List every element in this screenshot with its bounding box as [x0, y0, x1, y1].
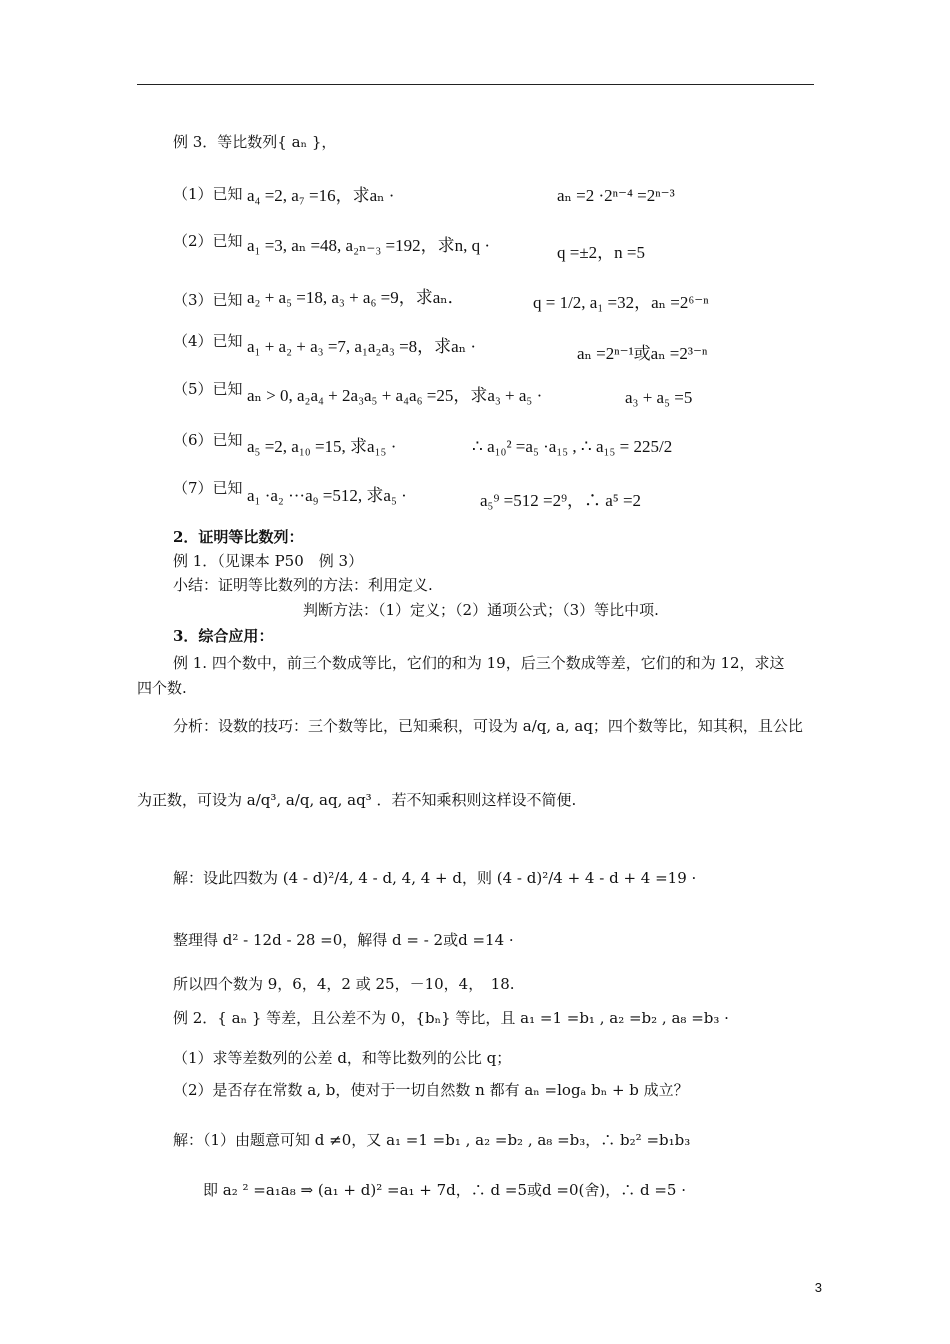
ex3-item-1-answer: aₙ =2 ·2ⁿ⁻⁴ =2ⁿ⁻³ — [557, 186, 675, 205]
ex3-item-4-answer: aₙ =2ⁿ⁻¹或aₙ =2³⁻ⁿ — [577, 344, 708, 363]
solution-line1: 解：设此四数为 (4 - d)²/4, 4 - d, 4, 4 + d，则 (4 - d)²/4 + 4 - d + 4 =19 · — [173, 869, 697, 887]
solution-line2: 整理得 d² - 12d - 28 =0，解得 d = - 2或d =14 · — [173, 931, 514, 949]
sec2-summary: 小结：证明等比数列的方法：利用定义. — [173, 576, 433, 594]
page-number: 3 — [814, 1280, 822, 1295]
ex3-item-3-given: a₂ + a₅ =18, a₃ + a₆ =9，求aₙ． — [247, 288, 465, 307]
ex1-line2: 四个数. — [137, 679, 187, 697]
ex2-statement: 例 2．{ aₙ } 等差，且公差不为 0，{bₙ} 等比，且 a₁ =1 =b₁ , a₂ =b₂ , a₈ =b₃ · — [173, 1009, 729, 1027]
ex3-item-5-given: aₙ > 0, a₂a₄ + 2a₃a₅ + a₄a₆ =25，求a₃ + a₅ · — [247, 386, 543, 405]
ex3-item-3-label: （3）已知 — [173, 291, 243, 309]
ex3-item-1-given: a₄ =2, a₇ =16，求aₙ · — [247, 186, 395, 205]
ex3-item-5-label: （5）已知 — [173, 380, 243, 398]
ex3-item-7-given: a₁ ·a₂ ···a₉ =512, 求a₅ · — [247, 486, 407, 505]
ex3-item-4-label: （4）已知 — [173, 332, 243, 350]
ex2-answer-line2: 即 a₂ ² =a₁a₈ ⇒ (a₁ + d)² =a₁ + 7d，∴ d =5或d =0(舍)，∴ d =5 · — [203, 1181, 687, 1199]
sec2-methods: 判断方法：（1）定义；（2）通项公式；（3）等比中项. — [303, 601, 659, 619]
solution-line3: 所以四个数为 9，6，4，2 或 25，－10，4， 18. — [173, 975, 515, 993]
ex3-item-4-given: a₁ + a₂ + a₃ =7, a₁a₂a₃ =8，求aₙ · — [247, 337, 476, 356]
sec2-example: 例 1．（见课本 P50 例 3） — [173, 552, 364, 570]
header-rule — [137, 84, 814, 85]
ex3-item-6-given: a₅ =2, a₁₀ =15, 求a₁₅ · — [247, 437, 397, 456]
sec2-heading: 2．证明等比数列： — [173, 528, 304, 546]
ex2-question1: （1）求等差数列的公差 d，和等比数列的公比 q； — [173, 1049, 512, 1067]
ex3-item-2-given: a₁ =3, aₙ =48, a₂ₙ₋₃ =192，求n, q · — [247, 236, 491, 255]
analysis-line2: 为正数，可设为 a/q³, a/q, aq, aq³ ．若不知乘积则这样设不简便. — [137, 791, 577, 809]
ex3-item-7-label: （7）已知 — [173, 479, 243, 497]
analysis-line1: 分析：设数的技巧：三个数等比，已知乘积，可设为 a/q, a, aq；四个数等比，知其积，且公比 — [173, 717, 803, 735]
ex3-item-2-answer: q =±2，n =5 — [557, 243, 646, 262]
ex2-question2: （2）是否存在常数 a, b，使对于一切自然数 n 都有 aₙ =logₐ bₙ + b 成立？ — [173, 1081, 689, 1099]
ex3-item-6-label: （6）已知 — [173, 431, 243, 449]
ex2-answer-line1: 解：（1）由题意可知 d ≠0，又 a₁ =1 =b₁ , a₂ =b₂ , a₈ =b₃，∴ b₂² =b₁b₃ — [173, 1131, 691, 1149]
ex3-item-6-answer: ∴ a₁₀² =a₅ ·a₁₅ , ∴ a₁₅ = 225/2 — [472, 437, 673, 456]
ex3-title: 例 3．等比数列{ aₙ }， — [173, 133, 337, 151]
ex1-line1: 例 1. 四个数中，前三个数成等比，它们的和为 19，后三个数成等差，它们的和为 12，求这 — [173, 654, 785, 672]
ex3-item-2-label: （2）已知 — [173, 232, 243, 250]
ex3-item-5-answer: a₃ + a₅ =5 — [625, 388, 693, 407]
ex3-item-3-answer: q = 1/2, a₁ =32，aₙ =2⁶⁻ⁿ — [533, 293, 709, 312]
ex3-item-1-label: （1）已知 — [173, 185, 243, 203]
sec3-heading: 3．综合应用： — [173, 627, 274, 645]
ex3-item-7-answer: a₅⁹ =512 =2⁹，∴ a⁵ =2 — [480, 491, 642, 510]
